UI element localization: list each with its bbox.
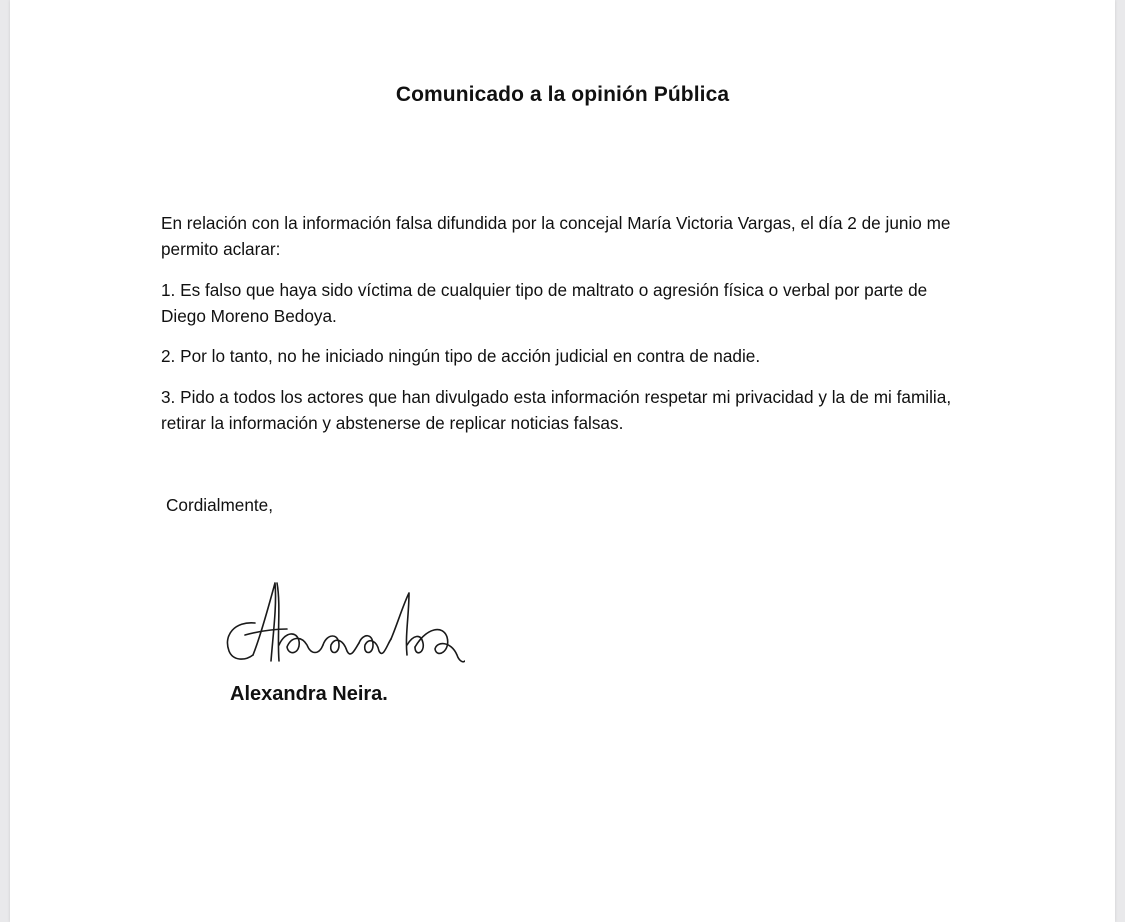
intro-paragraph: En relación con la información falsa difundida por la concejal María Victoria Vargas, el día 2 de junio me permito aclarar:: [161, 213, 951, 259]
list-item: 1. Es falso que haya sido víctima de cualquier tipo de maltrato o agresión física o verbal por parte de Diego Moreno Bedoya.: [161, 280, 928, 326]
page-title: Comunicado a la opinión Pública: [395, 83, 730, 106]
handwritten-signature: [215, 575, 465, 670]
list-item: 3. Pido a todos los actores que han divulgado esta información respetar mi privacidad y la de mi familia, retirar la información y abstenerse de replicar noticias falsas.: [161, 387, 952, 433]
closing-salutation: Cordialmente,: [166, 495, 273, 515]
document-page: [10, 0, 1115, 922]
signer-name: Alexandra Neira.: [230, 683, 388, 705]
list-item: 2. Por lo tanto, no he iniciado ningún tipo de acción judicial en contra de nadie.: [161, 346, 761, 366]
